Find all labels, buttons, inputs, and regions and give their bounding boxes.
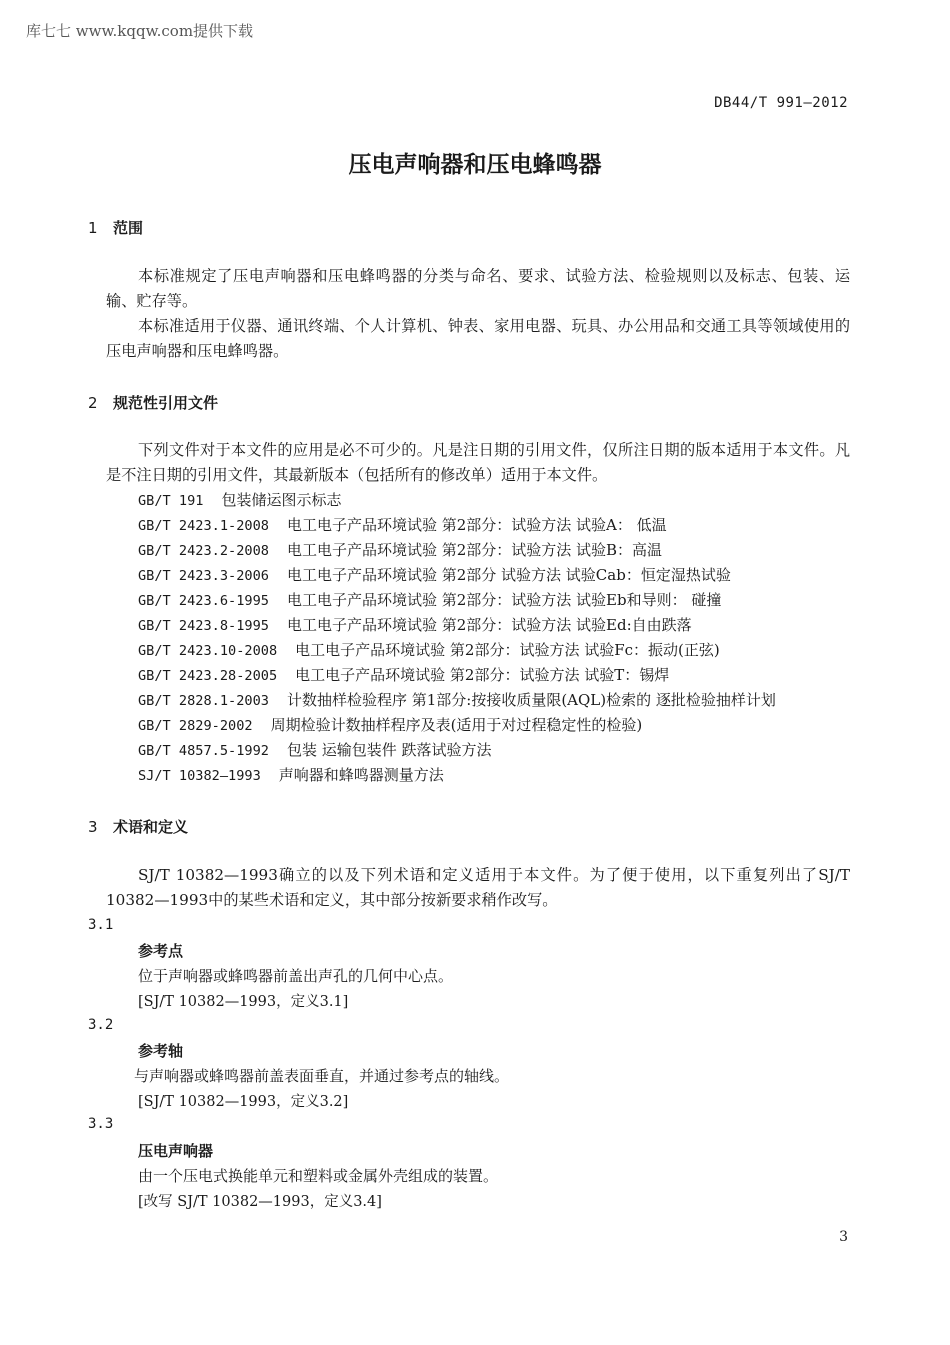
reference-list [138,488,776,788]
term-name: 压电声响器 [138,1142,214,1160]
reference-item [138,763,776,788]
reference-item [138,513,776,538]
reference-item [138,588,776,613]
document-title: 压电声响器和压电蜂鸣器 [348,152,602,178]
term-name: 参考点 [138,942,184,960]
section-1-heading [88,217,143,238]
section-3-title: 术语和定义 [113,818,189,836]
reference-title: 电工电子产品环境试验 第2部分 试验方法 试验Cab：恒定湿热试验 [286,566,731,584]
section-3-number: 3 [88,818,98,836]
section-2-number: 2 [88,394,98,412]
reference-title: 电工电子产品环境试验 第2部分：试验方法 试验Eb和导则： 碰撞 [286,591,722,609]
reference-code: GB/T 191 [138,493,204,509]
terms-intro: SJ/T 10382—1993确立的以及下列术语和定义适用于本文件。为了便于使用，以下重复列出了SJ/T 10382—1993中的某些术语和定义，其中部分按新要求稍作改写。 [106,866,850,909]
reference-code: GB/T 2423.28-2005 [138,668,278,684]
references-intro: 下列文件对于本文件的应用是必不可少的。凡是注日期的引用文件，仅所注日期的版本适用于本文件。凡是不注日期的引用文件，其最新版本（包括所有的修改单）适用于本文件。 [106,441,850,484]
reference-code: SJ/T 10382—1993 [138,768,261,784]
reference-title: 电工电子产品环境试验 第2部分：试验方法 试验B：高温 [286,541,663,559]
term-definition: 与声响器或蜂鸣器前盖表面垂直，并通过参考点的轴线。 [134,1067,510,1085]
reference-title: 电工电子产品环境试验 第2部分：试验方法 试验A： 低温 [286,516,667,534]
page-number: 3 [839,1229,848,1245]
section-2-title: 规范性引用文件 [113,394,219,412]
section-1-title: 范围 [113,219,144,237]
scope-paragraph-1: 本标准规定了压电声响器和压电蜂鸣器的分类与命名、要求、试验方法、检验规则以及标志、包装、运输、贮存等。 [106,267,850,310]
reference-item [138,613,776,638]
reference-title: 声响器和蜂鸣器测量方法 [278,766,444,784]
reference-item [138,488,776,513]
reference-title: 计数抽样检验程序 第1部分:按接收质量限(AQL)检索的 逐批检验抽样计划 [286,691,776,709]
watermark: 库七七 www.kqqw.com提供下载 [26,22,254,40]
term-definition: 位于声响器或蜂鸣器前盖出声孔的几何中心点。 [138,967,454,985]
reference-code: GB/T 2828.1-2003 [138,693,269,709]
section-2-heading [88,392,218,413]
reference-title: 电工电子产品环境试验 第2部分：试验方法 试验Fc：振动(正弦) [295,641,720,659]
reference-code: GB/T 4857.5-1992 [138,743,269,759]
reference-code: GB/T 2423.10-2008 [138,643,278,659]
reference-code: GB/T 2423.1-2008 [138,518,269,534]
section-3-heading [88,816,188,837]
reference-code: GB/T 2423.6-1995 [138,593,269,609]
reference-code: GB/T 2423.3-2006 [138,568,269,584]
reference-title: 周期检验计数抽样程序及表(适用于对过程稳定性的检验) [270,716,643,734]
reference-item [138,738,776,763]
reference-code: GB/T 2829-2002 [138,718,253,734]
reference-item [138,563,776,588]
term-number: 3.3 [88,1116,114,1132]
term-number: 3.2 [88,1017,114,1033]
reference-item [138,688,776,713]
reference-title: 电工电子产品环境试验 第2部分：试验方法 试验T：锡焊 [295,666,670,684]
term-source: [SJ/T 10382—1993，定义3.1] [138,994,349,1010]
reference-title: 包装 运输包装件 跌落试验方法 [286,741,492,759]
section-1-number: 1 [88,219,98,237]
term-name: 参考轴 [138,1042,184,1060]
term-source: [改写 SJ/T 10382—1993，定义3.4] [138,1194,382,1210]
scope-paragraph-2: 本标准适用于仪器、通讯终端、个人计算机、钟表、家用电器、玩具、办公用品和交通工具等领域使用的压电声响器和压电蜂鸣器。 [106,317,850,360]
term-source: [SJ/T 10382—1993，定义3.2] [138,1094,349,1110]
reference-item [138,663,776,688]
standard-number: DB44/T 991—2012 [714,95,848,111]
term-number: 3.1 [88,917,114,933]
reference-code: GB/T 2423.8-1995 [138,618,269,634]
reference-title: 电工电子产品环境试验 第2部分：试验方法 试验Ed:自由跌落 [286,616,692,634]
reference-title: 包装储运图示标志 [221,491,342,509]
term-definition: 由一个压电式换能单元和塑料或金属外壳组成的装置。 [138,1167,499,1185]
reference-item [138,713,776,738]
reference-code: GB/T 2423.2-2008 [138,543,269,559]
reference-item [138,538,776,563]
reference-item [138,638,776,663]
